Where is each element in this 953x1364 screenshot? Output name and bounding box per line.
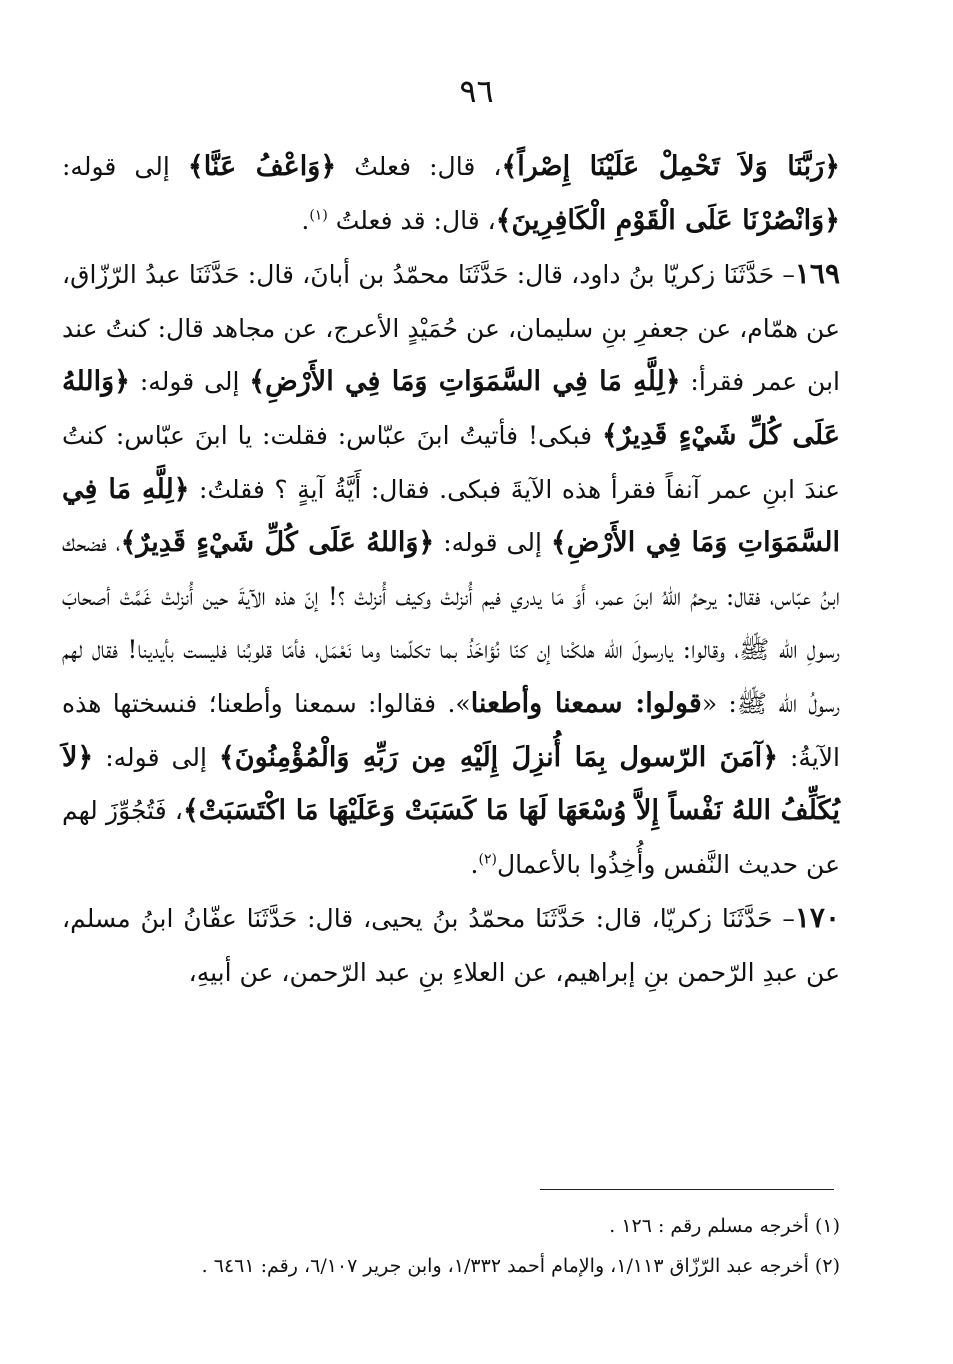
- hadith-text: – حَدَّثَنَا زكريّا، قال: حَدَّثَنَا محمّدُ بنُ يحيى، قال: حَدَّثَنَا عفّانُ ابنُ مسلم، عن عبدِ الرّحمن بنِ إبراهيم، عن العلاءِ بنِ عبد الرّحمن، عن أبيهِ،: [62, 904, 840, 987]
- paragraph-verse-continuation: [62, 140, 840, 247]
- text: ، قال: قد فعلتُ: [327, 205, 496, 235]
- quran-verse: ﴿لاَ يُكَلِّفُ اللهُ نَفْساً إِلاَّ وُسْعَهَا لَهَا مَا كَسَبَتْ وَعَلَيْهَا مَا اكْتَسَبَتْ﴾: [62, 741, 840, 827]
- prophet-quote: قولوا: سمعنا وأطعنا: [470, 687, 702, 719]
- footnote-2: (٢) أخرجه عبد الرّزّاق ١/١١٣، والإمام أحمد ١/٣٣٢، وابن جرير ٦/١٠٧، رقم: ٦٤٦١ .: [201, 1255, 840, 1277]
- hadith-number: ١٦٩: [794, 257, 840, 291]
- footnote-divider: [540, 1189, 834, 1190]
- hadith-text: إلى قوله:: [130, 367, 250, 397]
- body-text: [62, 140, 840, 1000]
- hadith-text: إلى قوله:: [93, 742, 219, 772]
- quran-verse: ﴿رَبَّنَا وَلاَ تَحْمِلْ عَلَيْنَا إِصْراً﴾: [501, 151, 840, 182]
- hadith-169: [62, 247, 840, 891]
- quran-verse: ﴿لِلَّهِ مَا فِي السَّمَوَاتِ وَمَا فِي الأَرْضِ﴾: [62, 473, 840, 559]
- quran-verse: ﴿وَاللهُ عَلَى كُلِّ شَيْءٍ قَدِيرٌ﴾: [120, 527, 435, 559]
- text: إلى قوله:: [62, 152, 188, 181]
- hadith-170: [62, 891, 840, 999]
- footnote-marker: (٢): [478, 851, 497, 868]
- quran-verse: ﴿وَانْصُرْنَا عَلَى الْقَوْمِ الْكَافِرِينَ﴾: [495, 204, 840, 236]
- hadith-text: ، فَتُجُوِّزَ لهم عن حديث النَّفس وأُخِذُوا بالأعمال: [62, 796, 840, 879]
- quran-verse: ﴿آمَنَ الرّسول بِمَا أُنزِلَ إِلَيْهِ مِن رَبِّهِ وَالْمُؤْمِنُونَ﴾: [218, 741, 779, 773]
- page-number: ٩٦: [459, 72, 494, 110]
- hadith-number: ١٧٠: [794, 901, 840, 935]
- footnote-marker: (١): [309, 207, 328, 224]
- quran-verse: ﴿وَاللهُ عَلَى كُلِّ شَيْءٍ قَدِيرٌ﴾: [62, 366, 840, 451]
- hadith-text: إلى قوله:: [434, 528, 551, 558]
- footnote-1: (١) أخرجه مسلم رقم : ١٢٦ .: [609, 1215, 840, 1237]
- quran-verse: ﴿لِلَّهِ مَا فِي السَّمَوَاتِ وَمَا فِي الأَرْضِ﴾: [249, 366, 681, 398]
- hadith-text: ، فضحك ابنُ عبّاس، فقال: يرحمُ اللهُ ابنَ عمر، أَوَ مَا يدري فيم أُنزلتْ وكيف أُنزلتْ ؟! إنّ هذه الآيةَ حين أُنزلتْ غَمَّتْ أصحابَ رسولِ الله ﷺ، وقالوا: يارسولَ الله هلكْنا إن كنّا نُؤاخَذُ بما تكلّمنا وما نَعْمَل، فأمّا قلوبُنا فليست بأيدينا! فقال لهم رسولُ الله ﷺ: «: [62, 528, 840, 718]
- text: ، قال: فعلتُ: [336, 152, 502, 181]
- text: .: [301, 205, 310, 235]
- quran-verse: ﴿وَاعْفُ عَنَّا﴾: [187, 151, 337, 182]
- hadith-text: فبكى! فأتيتُ ابنَ عبّاس: فقلت: يا ابنَ عبّاس: كنتُ عندَ ابنِ عمر آنفاً فقرأ هذه الآيةَ فبكى. فقال: أَيَّةُ آيةٍ ؟ فقلتُ:: [62, 420, 841, 504]
- hadith-text: ». فقالوا: سمعنا وأطعنا؛ فنسختها هذه الآيةُ:: [62, 688, 840, 772]
- hadith-text: – حَدَّثَنَا زكريّا بنُ داود، قال: حَدَّثَنَا محمّدُ بن أبانَ، قال: حَدَّثَنَا عبدُ الرّزّاق، عن همّام، عن جعفرِ بنِ سليمان، عن حُمَيْدٍ الأعرج، عن مجاهد قال: كنتُ عند ابن عمر فقرأ:: [62, 260, 840, 397]
- footnotes: [62, 1206, 840, 1286]
- hadith-text: .: [470, 849, 479, 879]
